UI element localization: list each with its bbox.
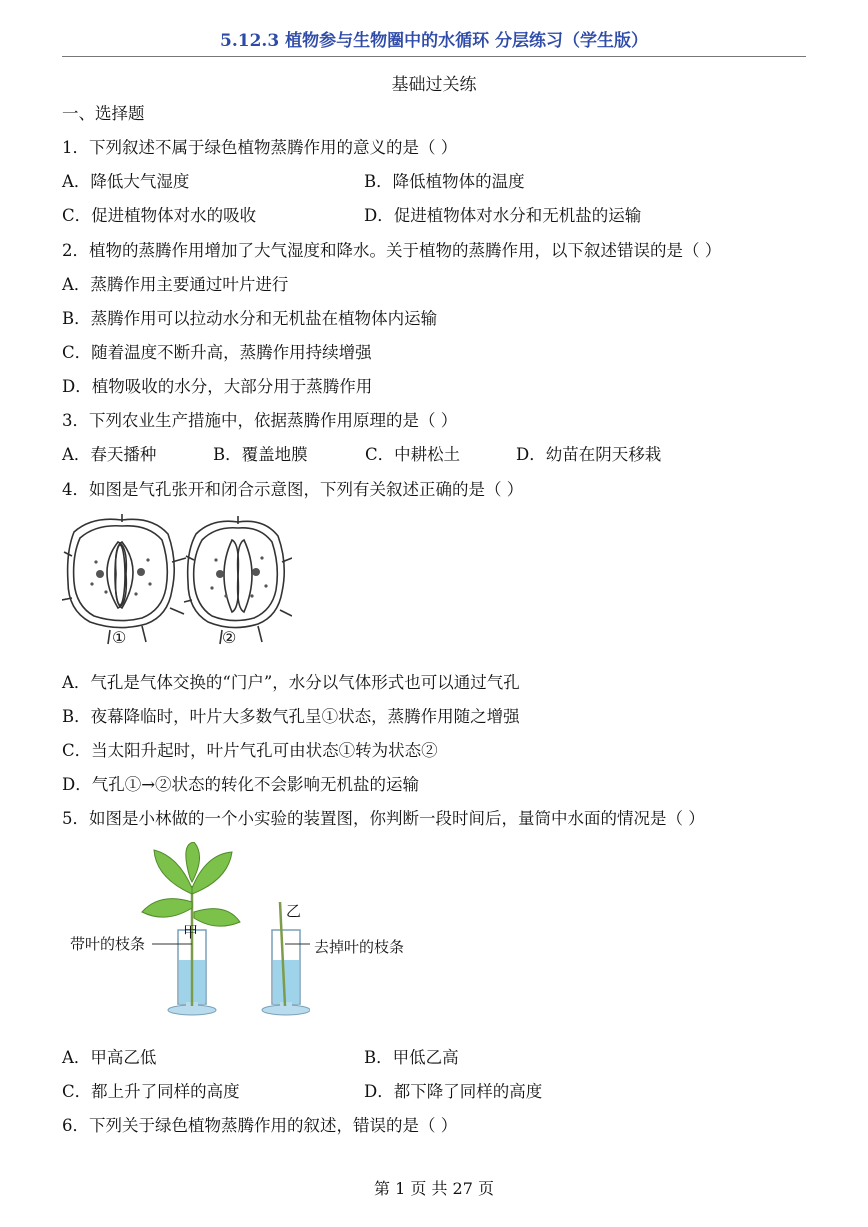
question-5-stem: 5．如图是小林做的一个小实验的装置图，你判断一段时间后，量筒中水面的情况是（ ） [62,809,705,828]
question-3-option-b: B．覆盖地膜 [213,445,308,464]
question-5-option-a: A．甲高乙低 [62,1048,157,1067]
question-3-stem: 3．下列农业生产措施中，依据蒸腾作用原理的是（ ） [62,411,458,430]
question-1-option-b: B．降低植物体的温度 [364,172,525,191]
stomata-label-2: ② [222,628,237,647]
question-2-option-d: D．植物吸收的水分，大部分用于蒸腾作用 [62,377,373,396]
page-number: 第 1 页 共 27 页 [374,1179,494,1198]
question-3-option-d: D．幼苗在阴天移栽 [516,445,662,464]
question-4-option-b: B．夜幕降临时，叶片大多数气孔呈①状态，蒸腾作用随之增强 [62,707,520,726]
page-title: 5.12.3 植物参与生物圈中的水循环 分层练习（学生版） [220,31,648,51]
question-2-option-a: A．蒸腾作用主要通过叶片进行 [62,275,289,294]
question-4-option-a: A．气孔是气体交换的“门户”，水分以气体形式也可以通过气孔 [62,673,520,692]
part-heading: 一、选择题 [62,104,145,123]
label-yi: 乙 [286,902,302,920]
stomata-diagram [62,512,292,654]
question-6-stem: 6．下列关于绿色植物蒸腾作用的叙述，错误的是（ ） [62,1116,458,1135]
stomata-label-1: ① [112,628,127,647]
title-divider [62,56,806,57]
question-4-stem: 4．如图是气孔张开和闭合示意图，下列有关叙述正确的是（ ） [62,480,524,499]
question-1-option-d: D．促进植物体对水分和无机盐的运输 [364,206,642,225]
experiment-diagram [120,842,310,1024]
question-2-option-c: C．随着温度不断升高，蒸腾作用持续增强 [62,343,372,362]
label-leafy-branch: 带叶的枝条 [70,935,146,953]
question-2-option-b: B．蒸腾作用可以拉动水分和无机盐在植物体内运输 [62,309,438,328]
question-5-option-c: C．都上升了同样的高度 [62,1082,240,1101]
question-1-stem: 1．下列叙述不属于绿色植物蒸腾作用的意义的是（ ） [62,138,458,157]
question-5-option-b: B．甲低乙高 [364,1048,459,1067]
question-1-option-c: C．促进植物体对水的吸收 [62,206,257,225]
question-5-option-d: D．都下降了同样的高度 [364,1082,543,1101]
question-1-option-a: A．降低大气湿度 [62,172,190,191]
question-3-option-a: A．春天播种 [62,445,157,464]
question-4-option-d: D．气孔①→②状态的转化不会影响无机盐的运输 [62,775,420,794]
section-heading: 基础过关练 [391,75,477,95]
question-2-stem: 2．植物的蒸腾作用增加了大气湿度和降水。关于植物的蒸腾作用，以下叙述错误的是（ ） [62,241,722,260]
label-jia: 甲 [183,923,199,941]
label-leafless-branch: 去掉叶的枝条 [314,938,405,956]
question-3-option-c: C．中耕松土 [365,445,461,464]
question-4-option-c: C．当太阳升起时，叶片气孔可由状态①转为状态② [62,741,438,760]
